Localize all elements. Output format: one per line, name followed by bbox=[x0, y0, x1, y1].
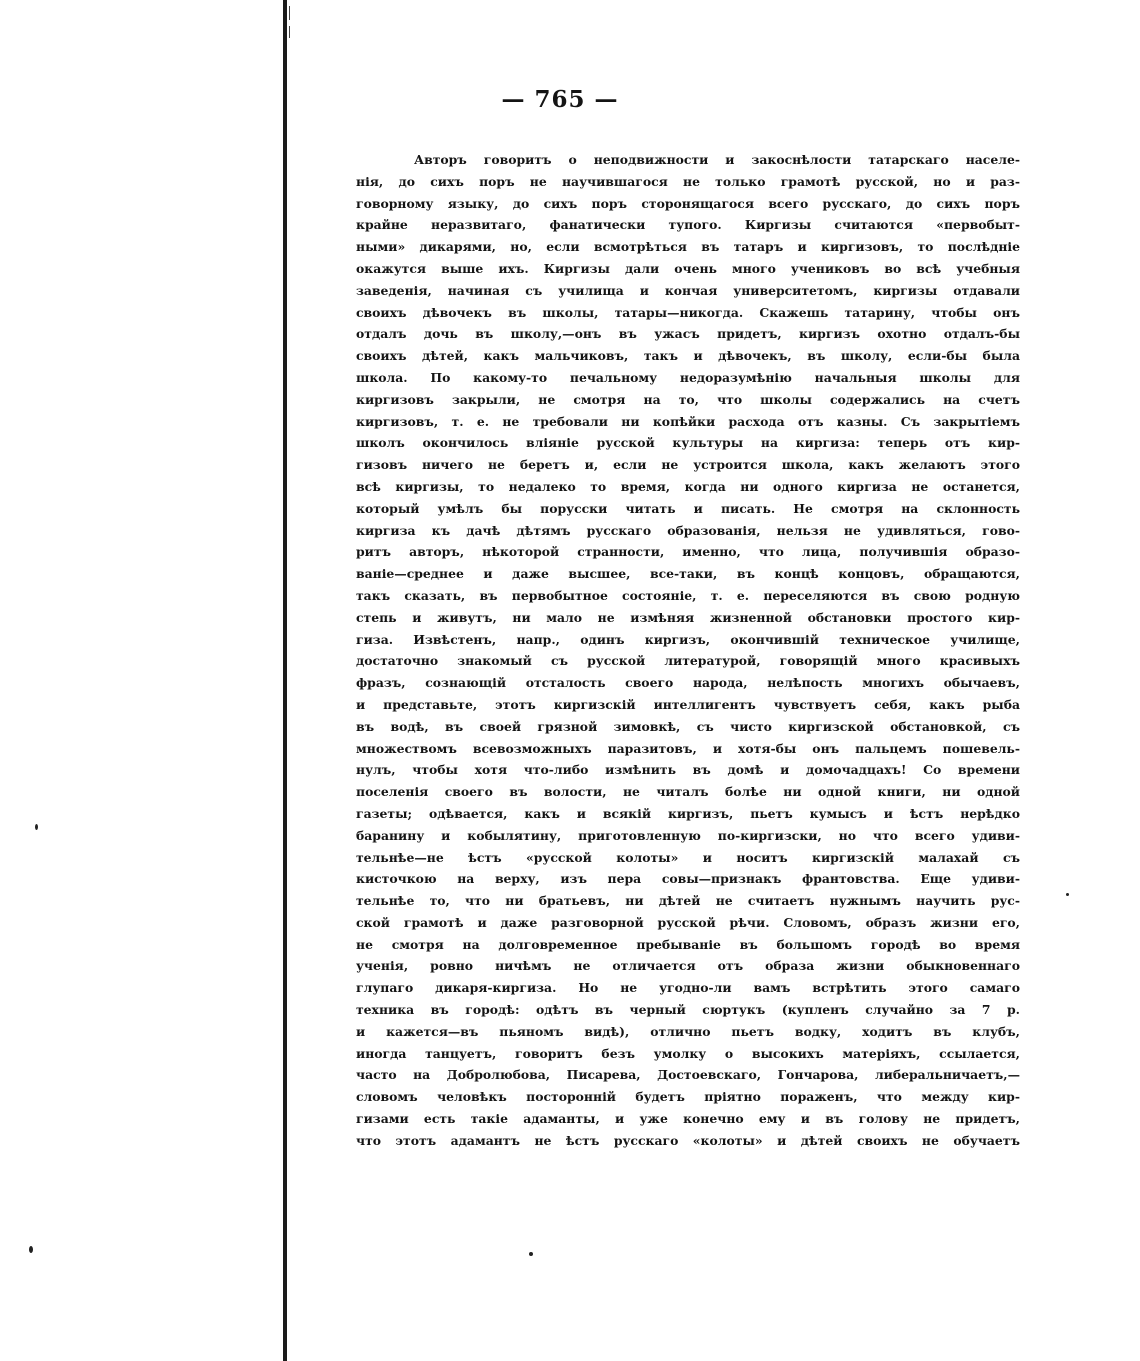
text-line: гиза. Извѣстенъ, напр., одинъ киргизъ, окончившій техническое училище, bbox=[356, 631, 1020, 647]
text-line: нія, до сихъ поръ не научившагося не только грамотѣ русской, но и раз- bbox=[356, 173, 1020, 189]
page-number: — 765 — bbox=[501, 86, 619, 113]
text-line: тельнѣе—не ѣстъ «русской колоты» и носитъ киргизскій малахай съ bbox=[356, 849, 1020, 865]
text-line: и кажется—въ пьяномъ видѣ), отлично пьетъ водку, ходитъ въ клубъ, bbox=[356, 1023, 1020, 1039]
text-line: школъ окончилось вліяніе русской культуры на киргиза: теперь отъ кир- bbox=[356, 435, 1020, 451]
scan-speck bbox=[529, 1252, 533, 1256]
text-line: въ водѣ, въ своей грязной зимовкѣ, съ чисто киргизской обстановкой, съ bbox=[356, 718, 1020, 734]
text-line: школа. По какому-то печальному недоразумѣнію начальныя школы для bbox=[356, 369, 1020, 385]
scan-speck bbox=[35, 824, 38, 830]
text-line: достаточно знакомый съ русской литературой, говорящій много красивыхъ bbox=[356, 653, 1020, 669]
text-line: множествомъ всевозможныхъ паразитовъ, и хотя-бы онъ пальцемъ пошевель- bbox=[356, 740, 1020, 756]
text-line: техника въ городѣ: одѣтъ въ черный сюртукъ (купленъ случайно за 7 р. bbox=[356, 1002, 1020, 1018]
text-line: газеты; одѣвается, какъ и всякій киргизъ, пьетъ кумысъ и ѣстъ нерѣдко bbox=[356, 805, 1020, 821]
text-line: ритъ авторъ, нѣкоторой странности, именно, что лица, получившія образо- bbox=[356, 544, 1020, 560]
text-line: степь и живутъ, ни мало не измѣняя жизненной обстановки простого кир- bbox=[356, 609, 1020, 625]
text-line: говорному языку, до сихъ поръ сторонящагося всего русскаго, до сихъ поръ bbox=[356, 195, 1020, 211]
text-line: киргизовъ, т. е. не требовали ни копѣйки расхода отъ казны. Съ закрытіемъ bbox=[356, 413, 1020, 429]
text-line: киргизовъ закрыли, не смотря на то, что школы содержались на счетъ bbox=[356, 391, 1020, 407]
text-line: отдалъ дочь въ школу,—онъ въ ужасъ придетъ, киргизъ охотно отдалъ-бы bbox=[356, 326, 1020, 342]
text-line: гизовъ ничего не беретъ и, если не устроится школа, какъ желаютъ этого bbox=[356, 457, 1020, 473]
text-line: ными» дикарями, но, если всмотрѣться въ татаръ и киргизовъ, то послѣдніе bbox=[356, 239, 1020, 255]
binding-mark bbox=[289, 6, 290, 20]
text-line: иногда танцуетъ, говоритъ безъ умолку о высокихъ матеріяхъ, ссылается, bbox=[356, 1045, 1020, 1061]
text-line: крайне неразвитаго, фанатически тупого. Киргизы считаются «первобыт- bbox=[356, 217, 1020, 233]
text-line: такъ сказать, въ первобытное состояніе, т. е. переселяются въ свою родную bbox=[356, 587, 1020, 603]
text-line: глупаго дикаря-киргиза. Но не угодно-ли вамъ встрѣтить этого самаго bbox=[356, 980, 1020, 996]
text-line: Авторъ говоритъ о неподвижности и закоснѣлости татарскаго населе- bbox=[414, 152, 1020, 167]
scan-speck bbox=[1066, 893, 1069, 896]
body-text bbox=[356, 149, 1020, 1152]
text-line: заведенія, начиная съ училища и кончая университетомъ, киргизы отдавали bbox=[356, 282, 1020, 298]
text-line: баранину и кобылятину, приготовленную по-киргизски, но что всего удиви- bbox=[356, 827, 1020, 843]
text-line: тельнѣе то, что ни братьевъ, ни дѣтей не считаетъ нужнымъ научить рус- bbox=[356, 893, 1020, 909]
text-line: и представьте, этотъ киргизскій интеллигентъ чувствуетъ себя, какъ рыба bbox=[356, 696, 1020, 712]
text-line: не смотря на долговременное пребываніе въ большомъ городѣ во время bbox=[356, 936, 1020, 952]
text-line: гизами есть такіе адаманты, и уже конечно ему и въ голову не придетъ, bbox=[356, 1111, 1020, 1127]
text-line: который умѣлъ бы порусски читать и писать. Не смотря на склонность bbox=[356, 500, 1020, 516]
text-line: ученія, ровно ничѣмъ не отличается отъ образа жизни обыкновеннаго bbox=[356, 958, 1020, 974]
text-line: окажутся выше ихъ. Киргизы дали очень много учениковъ во всѣ учебныя bbox=[356, 260, 1020, 276]
text-line: ской грамотѣ и даже разговорной русской рѣчи. Словомъ, образъ жизни его, bbox=[356, 914, 1020, 930]
text-line: часто на Добролюбова, Писарева, Достоевскаго, Гончарова, либеральничаетъ,— bbox=[356, 1067, 1020, 1083]
binding-line bbox=[283, 0, 287, 1361]
text-line: ваніе—среднее и даже высшее, все-таки, въ концѣ концовъ, обращаются, bbox=[356, 566, 1020, 582]
scan-speck bbox=[29, 1246, 33, 1253]
text-line: своихъ дѣтей, какъ мальчиковъ, такъ и дѣвочекъ, въ школу, если-бы была bbox=[356, 348, 1020, 364]
text-line: что этотъ адамантъ не ѣстъ русскаго «колоты» и дѣтей своихъ не обучаетъ bbox=[356, 1132, 1020, 1148]
text-line: поселенія своего въ волости, не читалъ болѣе ни одной книги, ни одной bbox=[356, 784, 1020, 800]
text-line: всѣ киргизы, то недалеко то время, когда ни одного киргиза не останется, bbox=[356, 478, 1020, 494]
text-line: своихъ дѣвочекъ въ школы, татары—никогда. Скажешь татарину, чтобы онъ bbox=[356, 304, 1020, 320]
text-line: нулъ, чтобы хотя что-либо измѣнить въ домѣ и домочадцахъ! Со времени bbox=[356, 762, 1020, 778]
text-line: словомъ человѣкъ посторонній будетъ пріятно пораженъ, что между кир- bbox=[356, 1089, 1020, 1105]
text-line: фразъ, сознающій отсталость своего народа, нелѣпость многихъ обычаевъ, bbox=[356, 675, 1020, 691]
text-line: кисточкою на верху, изъ пера совы—признакъ франтовства. Еще удиви- bbox=[356, 871, 1020, 887]
binding-mark bbox=[289, 26, 290, 38]
text-line: киргиза къ дачѣ дѣтямъ русскаго образованія, нельзя не удивляться, гово- bbox=[356, 522, 1020, 538]
